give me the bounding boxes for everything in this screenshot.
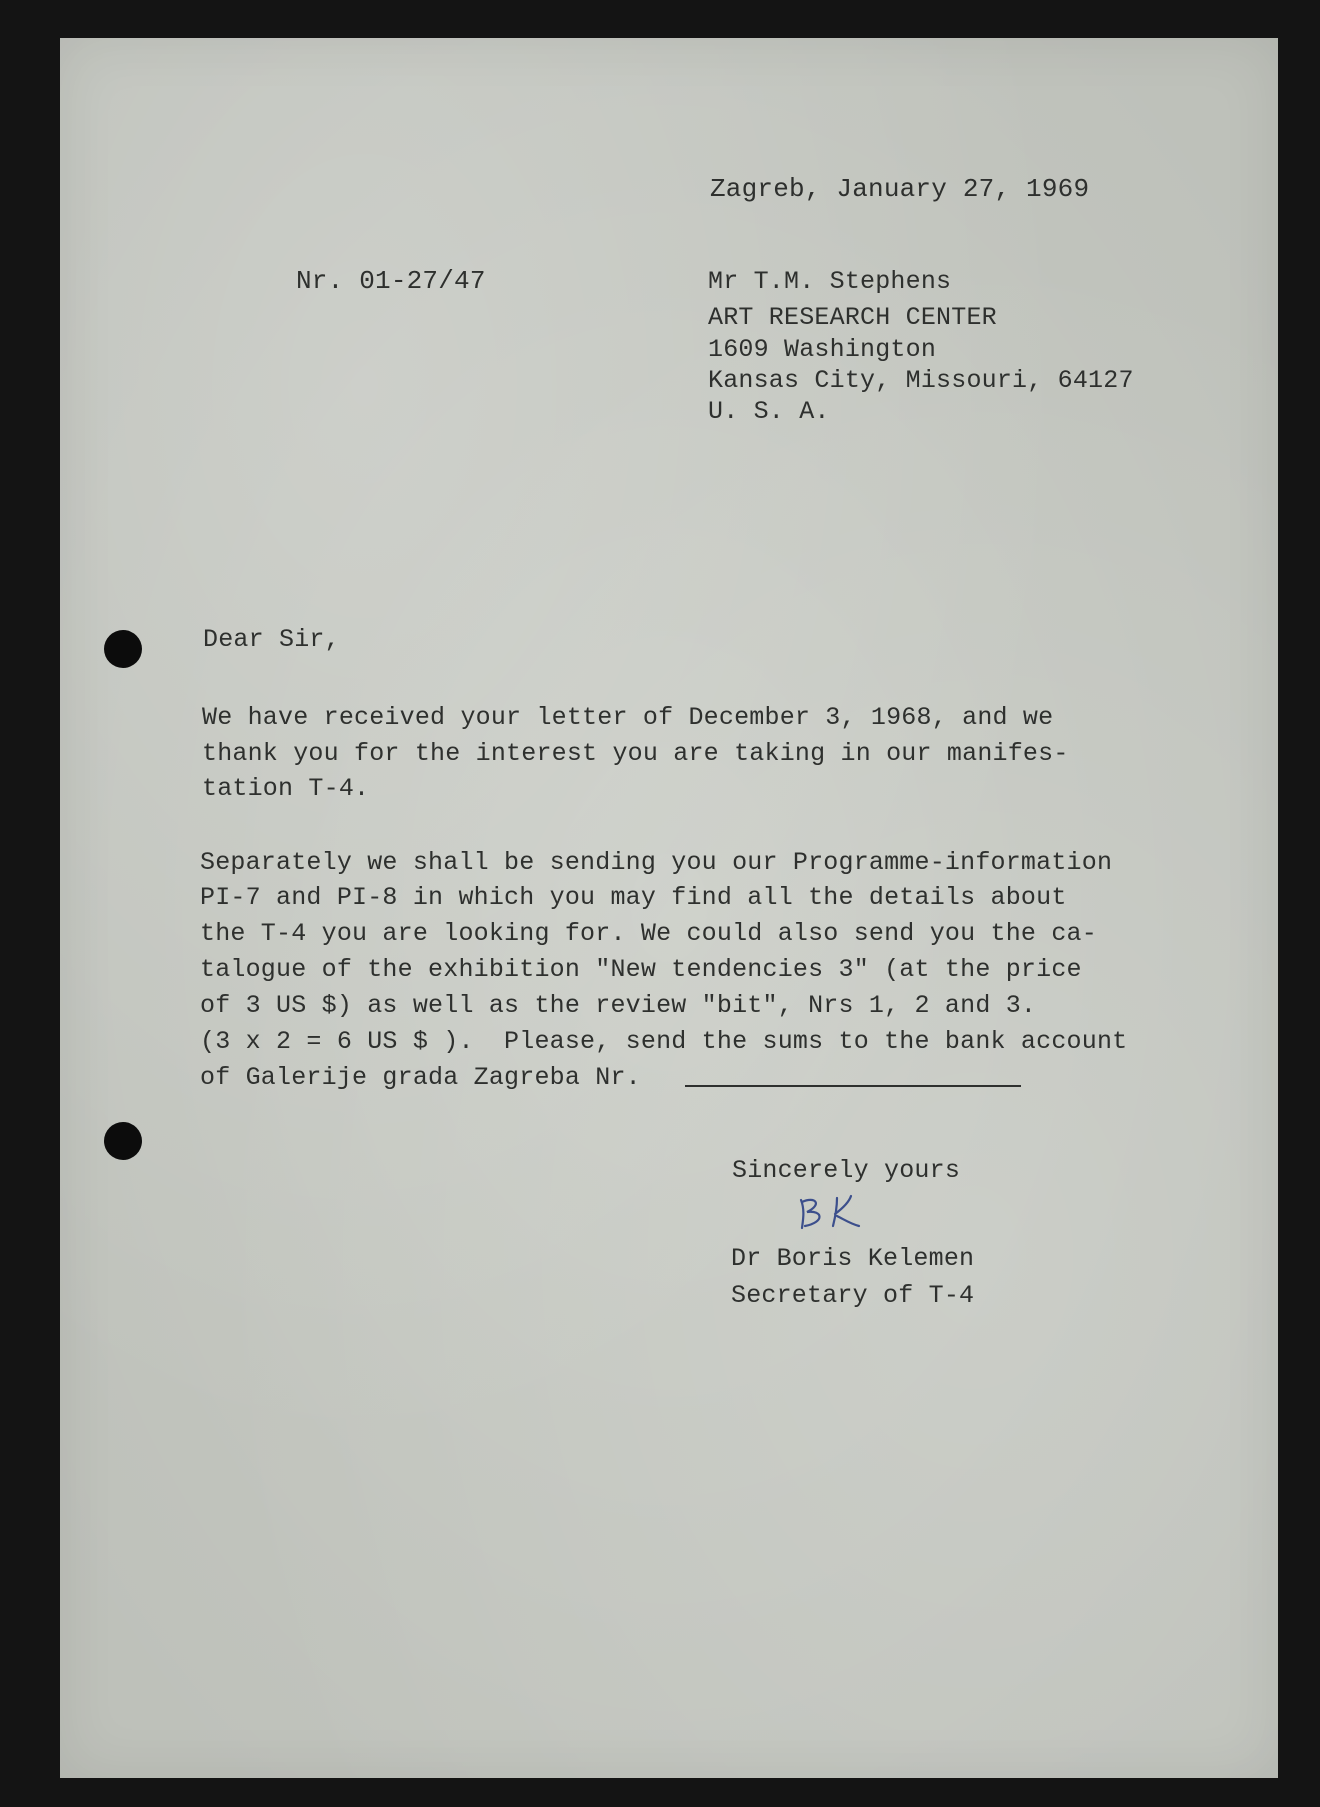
paragraph-line: Separately we shall be sending you our Programme-information	[200, 848, 1113, 877]
paragraph-line: talogue of the exhibition "New tendencies 3" (at the price	[200, 955, 1082, 984]
punch-hole-top	[104, 630, 142, 668]
recipient-line: Mr T.M. Stephens	[708, 267, 952, 296]
paragraph-line: tation T-4.	[202, 774, 370, 803]
dateline: Zagreb, January 27, 1969	[710, 174, 1090, 204]
paragraph-line: of 3 US $) as well as the review "bit", Nrs 1, 2 and 3.	[200, 991, 1037, 1020]
signer-title: Secretary of T-4	[731, 1281, 975, 1310]
recipient-line: Kansas City, Missouri, 64127	[708, 366, 1134, 395]
punch-hole-bottom	[104, 1122, 142, 1160]
paragraph-line: the T-4 you are looking for. We could also send you the ca-	[200, 919, 1097, 948]
paragraph-line: PI-7 and PI-8 in which you may find all the details about	[200, 883, 1067, 912]
account-number-line	[685, 1085, 1021, 1087]
paragraph-line: of Galerije grada Zagreba Nr.	[200, 1063, 641, 1092]
salutation: Dear Sir,	[203, 625, 340, 654]
recipient-line: 1609 Washington	[708, 335, 937, 364]
recipient-line: ART RESEARCH CENTER	[708, 303, 997, 332]
reference-number: Nr. 01-27/47	[296, 266, 486, 296]
paragraph-line: thank you for the interest you are taking in our manifes-	[202, 739, 1069, 768]
recipient-line: U. S. A.	[708, 397, 830, 426]
paragraph-line: (3 x 2 = 6 US $ ). Please, send the sums to the bank account	[200, 1027, 1128, 1056]
closing: Sincerely yours	[732, 1156, 961, 1185]
signer-name: Dr Boris Kelemen	[731, 1244, 975, 1273]
handwritten-signature	[793, 1190, 873, 1234]
letter-paper	[60, 38, 1278, 1778]
paragraph-line: We have received your letter of December 3, 1968, and we	[202, 703, 1054, 732]
